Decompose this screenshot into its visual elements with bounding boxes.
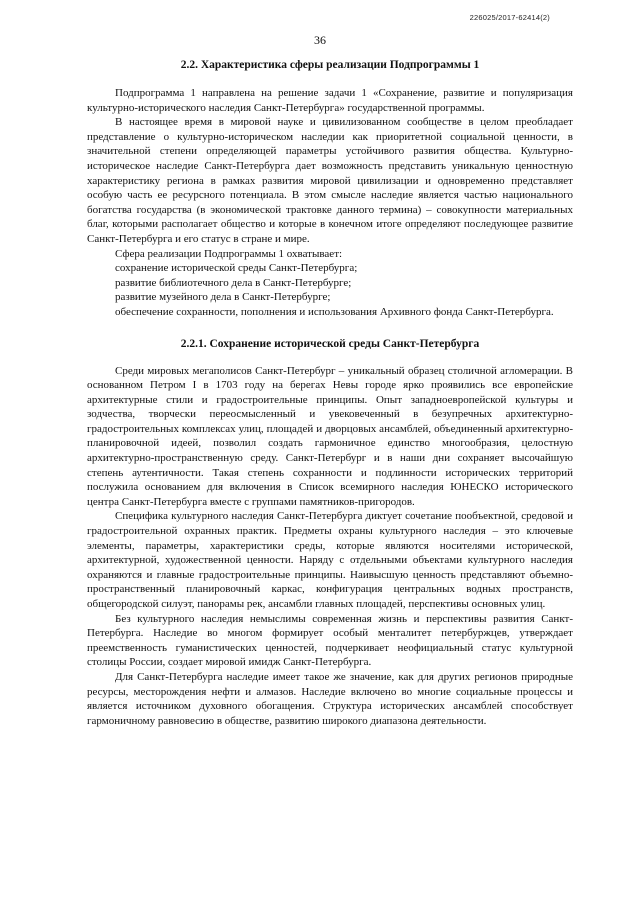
page-number: 36: [314, 33, 326, 47]
subsection-paragraph: Без культурного наследия немыслимы современная жизнь и перспективы развития Санкт-Петербурга. Наследие во многом формирует особый менталитет петербуржцев, утверждает преемственность гуманистических ценностей, подчеркивает неофициальный статус культурной столицы России, создает мировой имидж Санкт-Петербурга.: [87, 612, 573, 669]
scope-intro: Сфера реализации Подпрограммы 1 охватывает:: [115, 247, 343, 260]
subsection-paragraph: Для Санкт-Петербурга наследие имеет такое же значение, как для других регионов природные ресурсы, месторождения нефти и алмазов. Наследие включено во многие социальные процессы и является источником духовного обогащения. Структура исторических ансамблей способствует гармоничному равновесию в обществе, развитию широкого диапазона деятельности.: [87, 670, 573, 727]
subsection-title: 2.2.1. Сохранение исторической среды Санкт-Петербурга: [180, 337, 480, 350]
document-number: 226025/2017-62414(2): [469, 13, 550, 22]
scope-item: сохранение исторической среды Санкт-Петербурга;: [115, 262, 358, 275]
section-title: 2.2. Характеристика сферы реализации Подпрограммы 1: [180, 59, 480, 71]
section-paragraph: В настоящее время в мировой науке и цивилизованном сообществе в целом преобладает представление о культурно-историческом наследии как приоритетной социальной ценности, в значительной степени определяющей параметры устойчивого развития общества. Культурно-историческое наследие Санкт-Петербурга дает возможность представить уникальную ценностную характеристику региона в рамках развития мировой цивилизации и одновременно представляет особую часть ее ресурсного потенциала. В этом смысле наследие является частью национального богатства государства (в экономической трактовке данного термина) – совокупности материальных благ, которыми располагает общество и которые в конечном итоге определяют последующее развитие Санкт-Петербурга и его статус в стране и мире.: [87, 116, 573, 245]
subsection-paragraph: Специфика культурного наследия Санкт-Петербурга диктует сочетание пообъектной, средовой и градостроительной охранных практик. Предметы охраны культурного наследия – это ключевые элементы, параметры, характеристики среды, которые являются носителями исторической, архитектурной, художественной ценности. Наряду с отдельными объектами культурного наследия охраняются и главные градостроительные принципы. Наивысшую ценность представляют объемно-пространственный планировочный каркас, конфигурация центральных водных пространств, общегородской силуэт, панорамы рек, ансамбли главных площадей, перспективы основных улиц.: [87, 510, 573, 610]
scope-item: развитие библиотечного дела в Санкт-Петербурге;: [115, 276, 352, 289]
subsection-paragraph: Среди мировых мегаполисов Санкт-Петербург – уникальный образец столичной агломерации. В основанном Петром I в 1703 году на берегах Невы городе ярко проявились все европейские архитектурные стили и градостроительные принципы. Опыт западноевропейской культуры и зодчества, творчески переосмысленный и увековеченный в безупречных архитектурно-градостроительных комплексах улиц, площадей и дворцовых ансамблей, объединенный архитектурно-планировочной идеей, позволил создать гармоничное единство многообразия, целостную архитектурно-пространственную среду. Санкт-Петербург и в наши дни сохраняет высочайшую степень аутентичности. Такая степень сохранности и подлинности исторических территорий послужила основанием для включения в Список всемирного наследия ЮНЕСКО исторического центра Санкт-Петербурга вместе с группами памятников-пригородов.: [87, 364, 573, 508]
page-content: [87, 58, 573, 728]
section-paragraph: Подпрограмма 1 направлена на решение задачи 1 «Сохранение, развитие и популяризация культурно-исторического наследия Санкт-Петербурга» государственной программы.: [87, 87, 573, 114]
scope-item: развитие музейного дела в Санкт-Петербурге;: [115, 291, 331, 304]
scope-item: обеспечение сохранности, пополнения и использования Архивного фонда Санкт-Петербурга.: [115, 305, 554, 318]
